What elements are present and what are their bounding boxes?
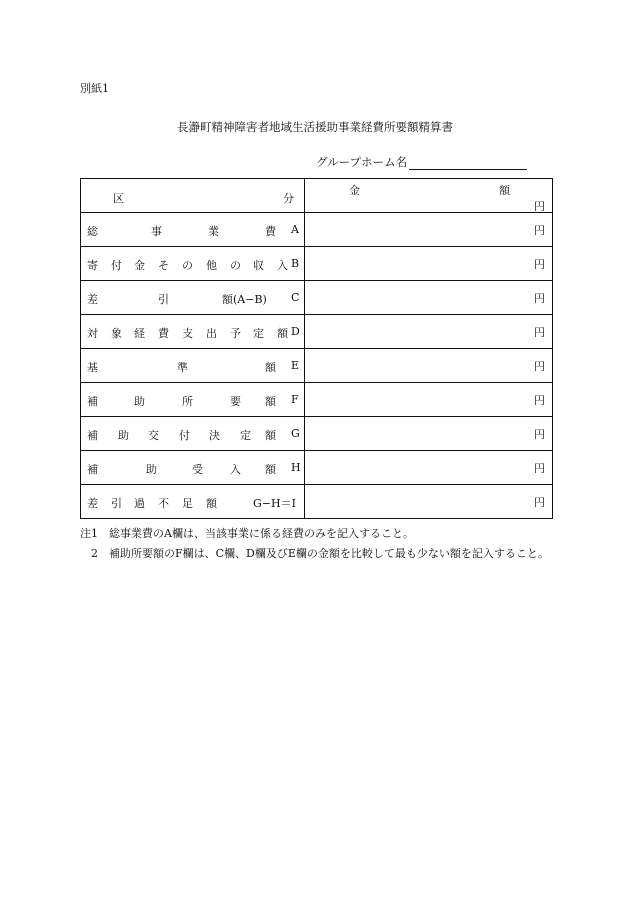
row-label-text: 金 bbox=[134, 259, 145, 272]
row-label-text: 引 bbox=[111, 497, 122, 510]
row-label-cell bbox=[81, 485, 305, 519]
document-title: 長瀞町精神障害者地域生活援助事業経費所要額精算書 bbox=[177, 120, 453, 134]
row-label-text: 補 bbox=[87, 463, 98, 476]
row-label-text: H bbox=[291, 461, 301, 474]
row-label-text: 入 bbox=[277, 259, 288, 272]
row-label-text: 対 bbox=[87, 327, 98, 340]
row-label-text: 額(A−B) bbox=[222, 293, 267, 306]
row-label-cell bbox=[81, 281, 305, 315]
row-amount-cell[interactable] bbox=[305, 383, 553, 417]
row-label-text: 受 bbox=[192, 463, 203, 476]
yen-unit: 円 bbox=[534, 359, 545, 373]
row-label-text: 足 bbox=[182, 497, 193, 510]
row-label-text: 助 bbox=[146, 463, 157, 476]
row-label-text: 出 bbox=[206, 327, 217, 340]
row-label-text: 補 bbox=[87, 395, 98, 408]
row-label-text: 収 bbox=[253, 259, 264, 272]
row-label-text: 基 bbox=[87, 361, 98, 374]
row-label-text: 業 bbox=[208, 225, 219, 238]
row-label-text: 額 bbox=[265, 395, 276, 408]
row-label-text: 要 bbox=[230, 395, 241, 408]
row-label-text: 付 bbox=[179, 429, 190, 442]
row-label-text: 所 bbox=[182, 395, 193, 408]
note-2: 2 補助所要額のF欄は、C欄、D欄及びE欄の金額を比較して最も少ない額を記入すること。 bbox=[80, 547, 549, 560]
row-label-text: そ bbox=[158, 259, 169, 272]
row-label-text: F bbox=[291, 393, 299, 406]
row-label-cell bbox=[81, 315, 305, 349]
attachment-label: 別紙1 bbox=[80, 82, 109, 95]
row-amount-cell[interactable] bbox=[305, 281, 553, 315]
row-label-text: 引 bbox=[158, 293, 169, 306]
row-label-cell bbox=[81, 349, 305, 383]
table-row bbox=[81, 383, 553, 417]
row-label-text: の bbox=[230, 259, 241, 272]
row-amount-cell[interactable] bbox=[305, 315, 553, 349]
row-amount-cell[interactable] bbox=[305, 485, 553, 519]
row-label-text: 費 bbox=[265, 225, 276, 238]
yen-unit: 円 bbox=[534, 291, 545, 305]
group-home-field bbox=[316, 154, 527, 170]
row-label-text: 寄 bbox=[87, 259, 98, 272]
table-header-row bbox=[81, 179, 553, 213]
row-amount-cell[interactable] bbox=[305, 247, 553, 281]
table-row bbox=[81, 315, 553, 349]
row-amount-cell[interactable] bbox=[305, 417, 553, 451]
note-1: 注1 総事業費のA欄は、当該事業に係る経費のみを記入すること。 bbox=[80, 527, 414, 540]
header-yen: 円 bbox=[534, 200, 545, 213]
row-label-text: 象 bbox=[111, 327, 122, 340]
row-label-text: 額 bbox=[265, 463, 276, 476]
row-label-text: 定 bbox=[253, 327, 264, 340]
row-label-text: 定 bbox=[240, 429, 251, 442]
row-label-text: 他 bbox=[206, 259, 217, 272]
row-label-text: G bbox=[291, 427, 300, 440]
table-row bbox=[81, 247, 553, 281]
header-gaku: 額 bbox=[499, 184, 510, 197]
row-label-text: の bbox=[182, 259, 193, 272]
row-label-text: 事 bbox=[151, 225, 162, 238]
row-label-text: 額 bbox=[265, 361, 276, 374]
table-row bbox=[81, 213, 553, 247]
table-row bbox=[81, 417, 553, 451]
yen-unit: 円 bbox=[534, 393, 545, 407]
row-label-text: 付 bbox=[111, 259, 122, 272]
row-label-text: 準 bbox=[177, 361, 188, 374]
row-label-text: 助 bbox=[134, 395, 145, 408]
row-label-text: 不 bbox=[158, 497, 169, 510]
header-bun: 分 bbox=[283, 192, 294, 205]
row-label-text: 額 bbox=[206, 497, 217, 510]
row-label-text: 差 bbox=[87, 497, 98, 510]
table-row bbox=[81, 485, 553, 519]
row-label-text: 決 bbox=[209, 429, 220, 442]
row-label-text: 交 bbox=[148, 429, 159, 442]
row-label-text: 経 bbox=[134, 327, 145, 340]
yen-unit: 円 bbox=[534, 257, 545, 271]
row-label-text: 過 bbox=[134, 497, 145, 510]
row-label-text: C bbox=[291, 291, 300, 304]
header-amount-cell bbox=[305, 179, 553, 213]
row-label-text: E bbox=[291, 359, 300, 372]
row-label-text: 費 bbox=[158, 327, 169, 340]
row-label-cell bbox=[81, 417, 305, 451]
row-label-text: D bbox=[291, 325, 300, 338]
row-label-text: 額 bbox=[277, 327, 288, 340]
row-label-text: G−H＝I bbox=[253, 497, 296, 510]
table-row bbox=[81, 349, 553, 383]
table-row bbox=[81, 281, 553, 315]
yen-unit: 円 bbox=[534, 325, 545, 339]
header-ku: 区 bbox=[113, 192, 124, 205]
header-kin: 金 bbox=[349, 184, 360, 197]
row-label-cell bbox=[81, 451, 305, 485]
row-label-text: 補 bbox=[87, 429, 98, 442]
yen-unit: 円 bbox=[534, 461, 545, 475]
row-amount-cell[interactable] bbox=[305, 349, 553, 383]
row-label-text: 支 bbox=[182, 327, 193, 340]
row-label-text: A bbox=[291, 223, 299, 236]
group-home-blank-line bbox=[409, 157, 527, 170]
header-category-cell bbox=[81, 179, 305, 213]
row-amount-cell[interactable] bbox=[305, 451, 553, 485]
row-label-cell bbox=[81, 247, 305, 281]
yen-unit: 円 bbox=[534, 427, 545, 441]
row-label-text: B bbox=[291, 257, 300, 270]
row-label-text: 額 bbox=[265, 429, 276, 442]
settlement-table bbox=[80, 178, 553, 519]
row-label-text: 予 bbox=[230, 327, 241, 340]
row-label-text: 助 bbox=[118, 429, 129, 442]
row-label-text: 入 bbox=[230, 463, 241, 476]
table-row bbox=[81, 451, 553, 485]
row-label-text: 総 bbox=[87, 225, 98, 238]
row-label-cell bbox=[81, 213, 305, 247]
row-amount-cell[interactable] bbox=[305, 213, 553, 247]
yen-unit: 円 bbox=[534, 495, 545, 509]
row-label-cell bbox=[81, 383, 305, 417]
yen-unit: 円 bbox=[534, 223, 545, 237]
group-home-label: グループホーム名 bbox=[316, 155, 408, 169]
row-label-text: 差 bbox=[87, 293, 98, 306]
